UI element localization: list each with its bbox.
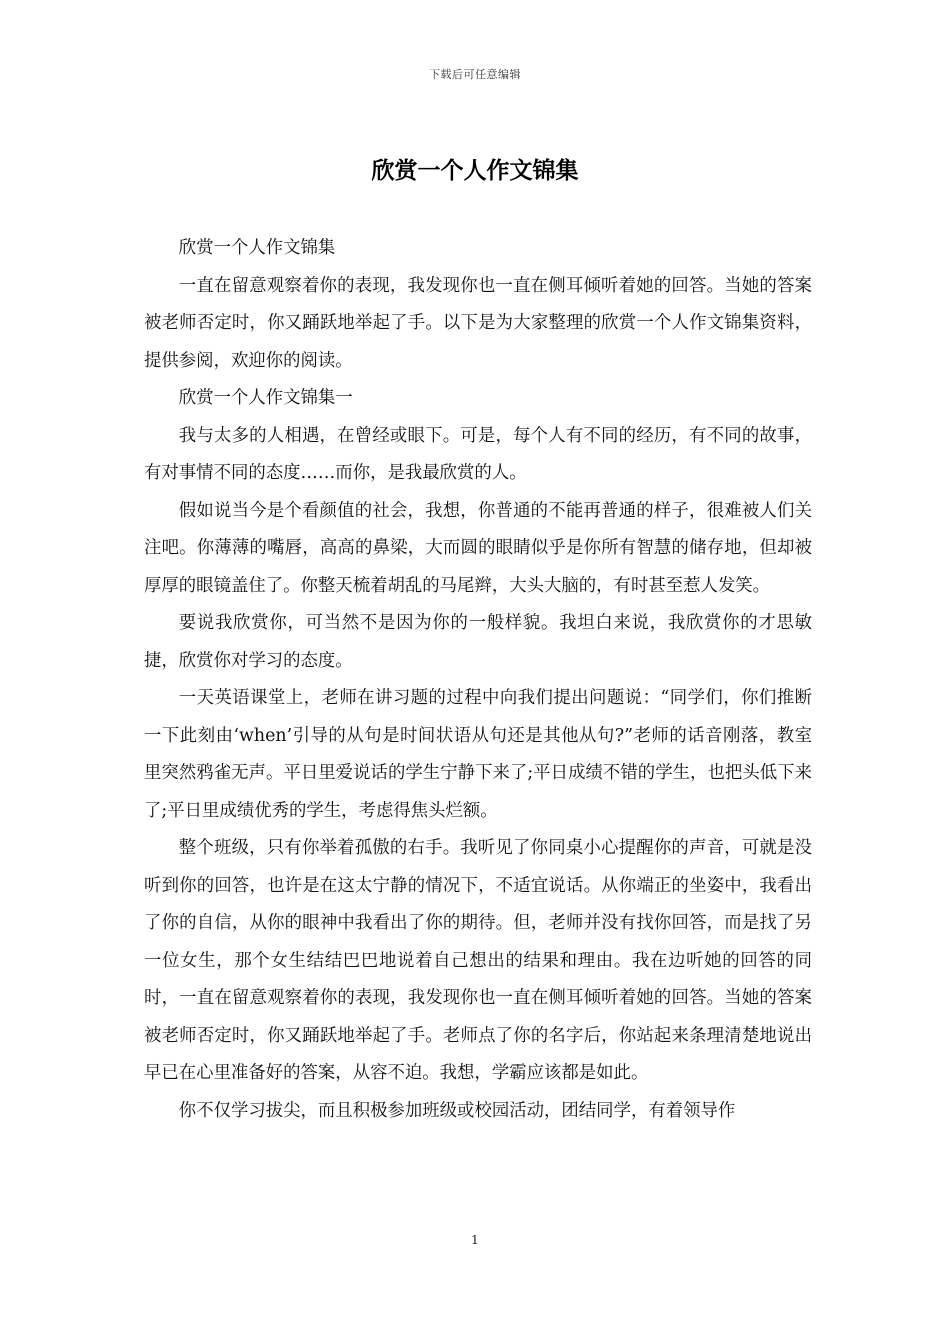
page-number: 1 (471, 1233, 479, 1247)
paragraph: 我与太多的人相遇，在曾经或眼下。可是，每个人有不同的经历，有不同的故事，有对事情不同的态度……而你，是我最欣赏的人。 (144, 425, 812, 483)
document-body (144, 230, 812, 1130)
paragraph: 一直在留意观察着你的表现，我发现你也一直在侧耳倾听着她的回答。当她的答案被老师否定时，你又踊跃地举起了手。以下是为大家整理的欣赏一个人作文锦集资料，提供参阅，欢迎你的阅读。 (144, 275, 812, 371)
paragraph: 一天英语课堂上，老师在讲习题的过程中向我们提出问题说：“同学们，你们推断一下此刻由‘when’引导的从句是时间状语从句还是其他从句?”老师的话音刚落，教室里突然鸦雀无声。平日里爱说话的学生宁静下来了;平日成绩不错的学生，也把头低下来了;平日里成绩优秀的学生，考虑得焦头烂额。 (144, 688, 812, 821)
paragraph: 你不仅学习拔尖，而且积极参加班级或校园活动，团结同学，有着领导作 (178, 1100, 736, 1121)
paragraph: 欣赏一个人作文锦集 (178, 238, 336, 258)
header-note: 下载后可任意编辑 (429, 68, 521, 81)
paragraph: 要说我欣赏你，可当然不是因为你的一般样貌。我坦白来说，我欣赏你的才思敏捷，欣赏你对学习的态度。 (144, 613, 812, 671)
paragraph: 欣赏一个人作文锦集一 (178, 388, 353, 408)
paragraph: 整个班级，只有你举着孤傲的右手。我听见了你同桌小心提醒你的声音，可就是没听到你的回答，也许是在这太宁静的情况下，不适宜说话。从你端正的坐姿中，我看出了你的自信，从你的眼神中我看出了你的期待。但，老师并没有找你回答，而是找了另一位女生，那个女生结结巴巴地说着自己想出的结果和理由。我在边听她的回答的同时，一直在留意观察着你的表现，我发现你也一直在侧耳倾听着她的回答。当她的答案被老师否定时，你又踊跃地举起了手。老师点了你的名字后，你站起来条理清楚地说出早已在心里准备好的答案，从容不迫。我想，学霸应该都是如此。 (144, 838, 812, 1083)
paragraph: 假如说当今是个看颜值的社会，我想，你普通的不能再普通的样子，很难被人们关注吧。你薄薄的嘴唇，高高的鼻梁，大而圆的眼睛似乎是你所有智慧的储存地，但却被厚厚的眼镜盖住了。你整天梳着胡乱的马尾辫，大头大脑的，有时甚至惹人发笑。 (144, 500, 812, 596)
document-title: 欣赏一个人作文锦集 (371, 157, 579, 184)
